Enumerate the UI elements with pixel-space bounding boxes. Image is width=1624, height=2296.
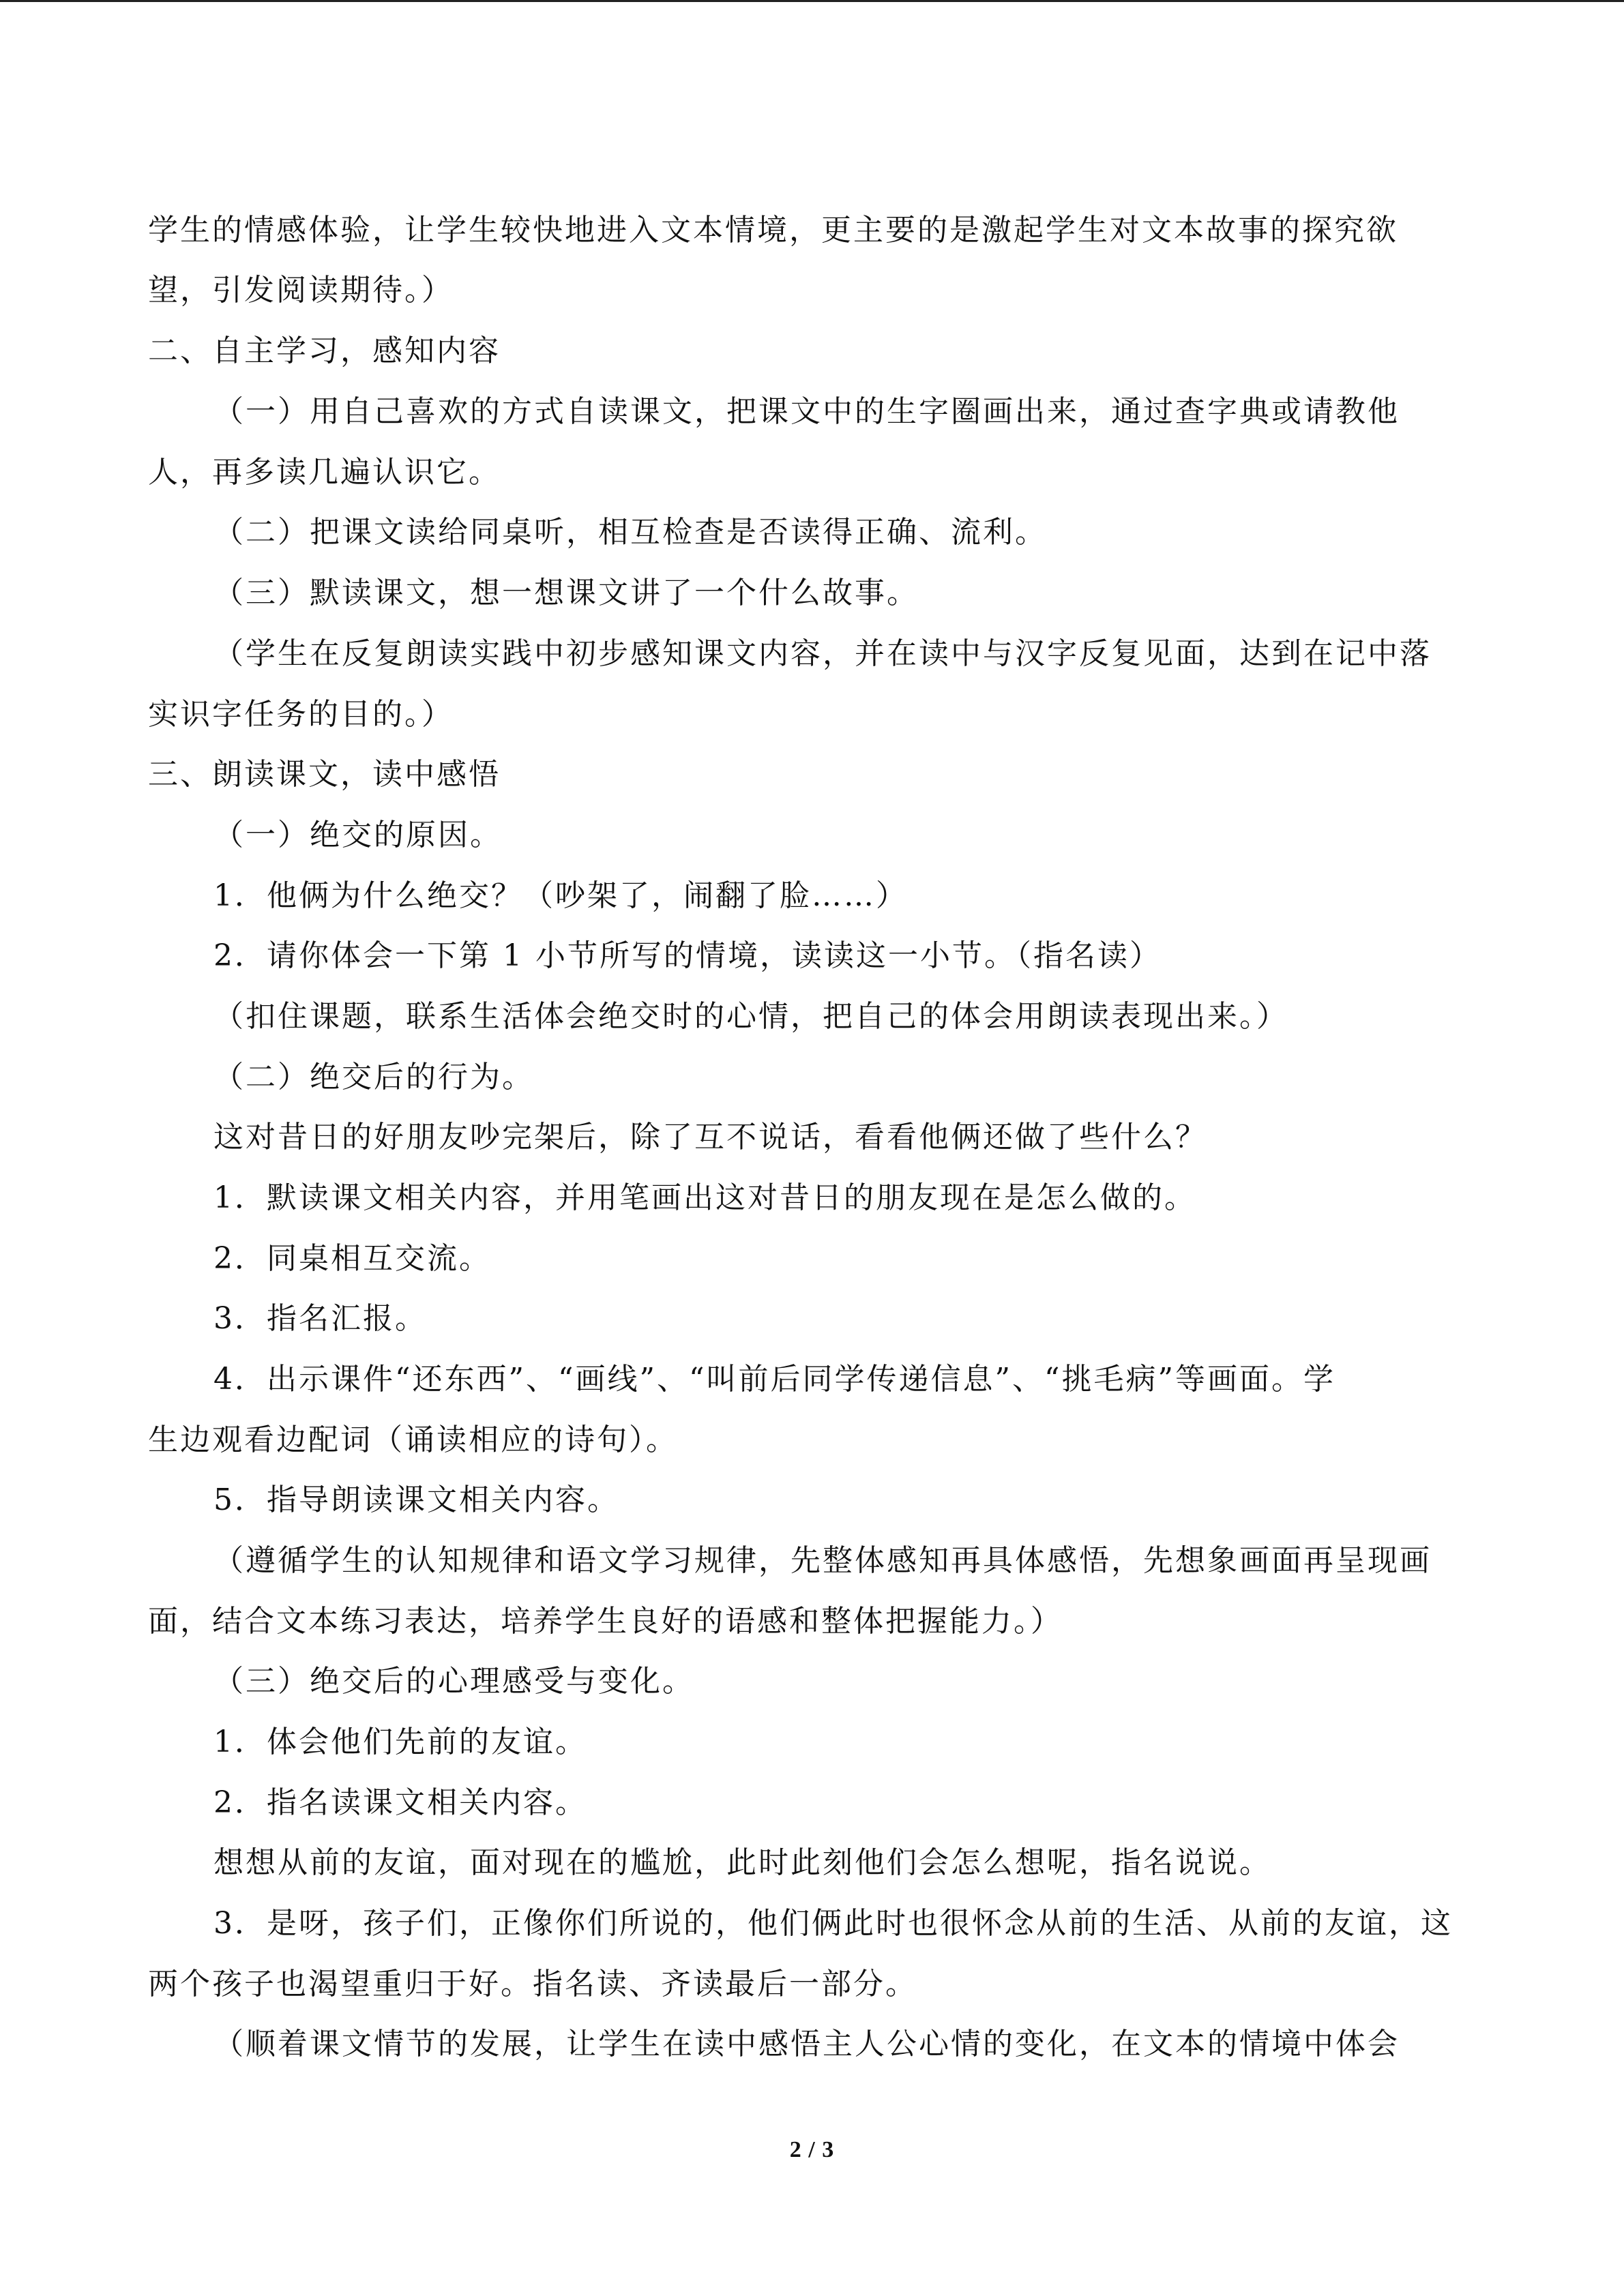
text-line: 5．指导朗读课文相关内容。 [213,1482,619,1517]
section-heading: 三、朗读课文，读中感悟 [148,757,501,792]
text-line: 这对昔日的好朋友吵完架后，除了互不说话，看看他俩还做了些什么？ [213,1120,1207,1154]
text-line: （一）用自己喜欢的方式自读课文，把课文中的生字圈画出来，通过查字典或请教他 [213,394,1400,429]
text-line: 想想从前的友谊，面对现在的尴尬，此时此刻他们会怎么想呢，指名说说。 [213,1845,1271,1880]
text-line: 两个孩子也渴望重归于好。指名读、齐读最后一部分。 [148,1967,917,2001]
text-line: （二）绝交后的行为。 [213,1060,534,1094]
text-line: 3．是呀，孩子们，正像你们所说的，他们俩此时也很怀念从前的生活、从前的友谊，这 [213,1906,1453,1941]
text-line: （二）把课文读给同桌听，相互检查是否读得正确、流利。 [213,515,1047,550]
text-line: 1．体会他们先前的友谊。 [213,1725,587,1759]
text-line: 面，结合文本练习表达，培养学生良好的语感和整体把握能力。） [148,1604,1063,1639]
page-top-border [0,0,1624,2]
text-line: 4．出示课件“还东西”、“画线”、“叫前后同学传递信息”、“挑毛病”等画面。学 [213,1362,1335,1397]
text-line: （一）绝交的原因。 [213,818,502,852]
text-line: 学生的情感体验，让学生较快地进入文本情境，更主要的是激起学生对文本故事的探究欲 [148,213,1398,248]
text-line: 2．请你体会一下第 1 小节所写的情境，读读这一小节。（指名读） [213,938,1162,973]
text-line: （三）默读课文，想一想课文讲了一个什么故事。 [213,576,919,610]
text-line: 1．默读课文相关内容，并用笔画出这对昔日的朋友现在是怎么做的。 [213,1180,1196,1215]
page-number: 2 / 3 [789,2137,835,2162]
text-line: （顺着课文情节的发展，让学生在读中感悟主人公心情的变化，在文本的情境中体会 [213,2027,1400,2061]
text-line: （遵循学生的认知规律和语文学习规律，先整体感知再具体感悟，先想象画面再呈现画 [213,1543,1432,1578]
text-line: （三）绝交后的心理感受与变化。 [213,1664,694,1699]
text-line: 实识字任务的目的。） [148,697,454,732]
text-line: 2．同桌相互交流。 [213,1241,491,1276]
text-line: 望，引发阅读期待。） [148,273,454,308]
section-heading: 二、自主学习，感知内容 [148,333,501,368]
text-line: 1．他俩为什么绝交？（吵架了，闹翻了脸……） [213,878,908,913]
text-line: 生边观看边配词（诵读相应的诗句）。 [148,1422,678,1457]
text-line: 人，再多读几遍认识它。 [148,455,501,490]
text-line: （学生在反复朗读实践中初步感知课文内容，并在读中与汉字反复见面，达到在记中落 [213,636,1432,671]
text-line: （扣住课题，联系生活体会绝交时的心情，把自己的体会用朗读表现出来。） [213,999,1288,1034]
text-line: 3．指名汇报。 [213,1301,427,1336]
text-line: 2．指名读课文相关内容。 [213,1785,587,1820]
